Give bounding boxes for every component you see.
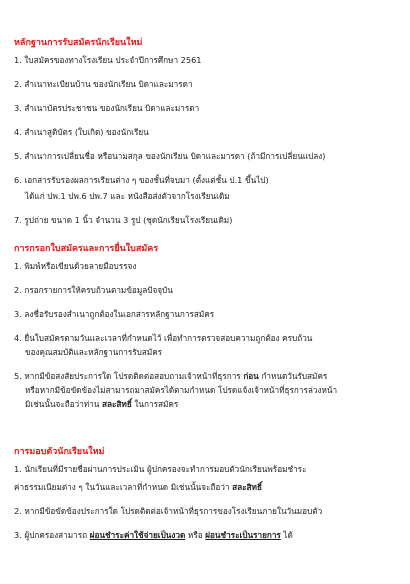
list-item	[14, 332, 404, 358]
list-item: 1. ใบสมัครของทางโรงเรียน ประจำปีการศึกษา 2561	[14, 55, 202, 65]
list-item-continuation	[14, 481, 404, 493]
list-item-continuation	[14, 398, 404, 410]
list-item: 2. สำเนาทะเบียนบ้าน ของนักเรียน บิดาและมารดา	[14, 79, 193, 89]
list-item: 6. เอกสารรับรองผลการเรียนต่าง ๆ ของชั้นที่จบมา (ตั้งแต่ชั้น ป.1 ขึ้นไป)	[14, 175, 269, 185]
list-item-continuation: หรือหากมีข้อขัดข้องไม่สามารถมาสมัครได้ตามกำหนด โปรดแจ้งเจ้าหน้าที่ธุรการล่วงหน้า	[25, 385, 338, 395]
section-required-documents	[14, 36, 404, 238]
list-item: 2. กรอกรายการให้ครบถ้วนตามข้อมูลปัจจุบัน	[14, 285, 173, 295]
list-item-text: 3. ผู้ปกครองสามารถ	[14, 530, 90, 540]
list-item: 4. สำเนาสูติบัตร (ใบเกิด) ของนักเรียน	[14, 127, 149, 137]
list-item-text: มิเช่นนั้นจะถือว่าท่าน	[25, 399, 103, 409]
list-item: 7. รูปถ่าย ขนาด 1 นิ้ว จำนวน 3 รูป (ชุดนักเรียนโรงเรียนเดิม)	[14, 215, 233, 225]
list-item-continuation: ได้แก่ ปพ.1 ปพ.6 ปพ.7 และ หนังสือส่งตัวจากโรงเรียนเดิม	[25, 191, 230, 201]
section-heading: การกรอกใบสมัครและการยื่นใบสมัคร	[14, 244, 159, 254]
list-item-text: ค่าธรรมเนียมต่าง ๆ ในวันและเวลาที่กำหนด มิเช่นนั้นจะถือว่า	[14, 482, 233, 492]
list-item	[14, 529, 404, 541]
list-item	[14, 370, 404, 410]
list-item: 1. พิมพ์หรือเขียนด้วยลายมือบรรจง	[14, 261, 137, 271]
list-item-text: ในการสมัคร	[131, 399, 179, 409]
list-item-text: 1. นักเรียนที่มีรายชื่อผ่านการประเมิน ผู้ปกครองจะทำการมอบตัวนักเรียนพร้อมชำระ	[14, 464, 307, 474]
list-item: 2. หากมีข้อขัดข้องประการใด โปรดติดต่อเจ้าหน้าที่ธุรการของโรงเรียนภายในวันมอบตัว	[14, 506, 323, 516]
list-item-continuation: ของคุณสมบัติและหลักฐานการรับสมัคร	[25, 347, 163, 357]
underlined-emphasis-text: ผ่อนชำระค่าใช้จ่ายเป็นงวด	[89, 530, 186, 540]
list-item: 5. สำเนาการเปลี่ยนชื่อ หรือนามสกุล ของนักเรียน บิดาและมารดา (ถ้ามีการเปลี่ยนแปลง)	[14, 151, 326, 161]
section-new-student-enrollment	[14, 445, 404, 553]
list-item-text: 4. ยื่นใบสมัครตามวันและเวลาที่กำหนดไว้ เพื่อทำการตรวจสอบความถูกต้อง ครบถ้วน	[14, 333, 313, 343]
list-item: 3. ลงชื่อรับรองสำเนาถูกต้องในเอกสารหลักฐานการสมัคร	[14, 309, 215, 319]
emphasis-text: ก่อน	[243, 371, 259, 381]
emphasis-text: สละสิทธิ์	[232, 482, 262, 492]
list-item	[14, 463, 404, 493]
emphasis-text: สละสิทธิ์	[102, 399, 132, 409]
list-item-text: กำหนดวันรับสมัคร	[258, 371, 328, 381]
section-heading: หลักฐานการรับสมัครนักเรียนใหม่	[14, 38, 143, 48]
list-item: 3. สำเนาบัตรประชาชน ของนักเรียน บิดาและมารดา	[14, 103, 200, 113]
section-heading: การมอบตัวนักเรียนใหม่	[14, 447, 105, 457]
list-item-text: ได้	[280, 530, 293, 540]
section-application-filing	[14, 242, 404, 422]
list-item-text: หรือ	[185, 530, 206, 540]
list-item-text: 5. หากมีข้อสงสัยประการใด โปรดติดต่อสอบถามเจ้าหน้าที่ธุรการ	[14, 371, 244, 381]
underlined-emphasis-text: ผ่อนชำระเป็นรายการ	[205, 530, 281, 540]
